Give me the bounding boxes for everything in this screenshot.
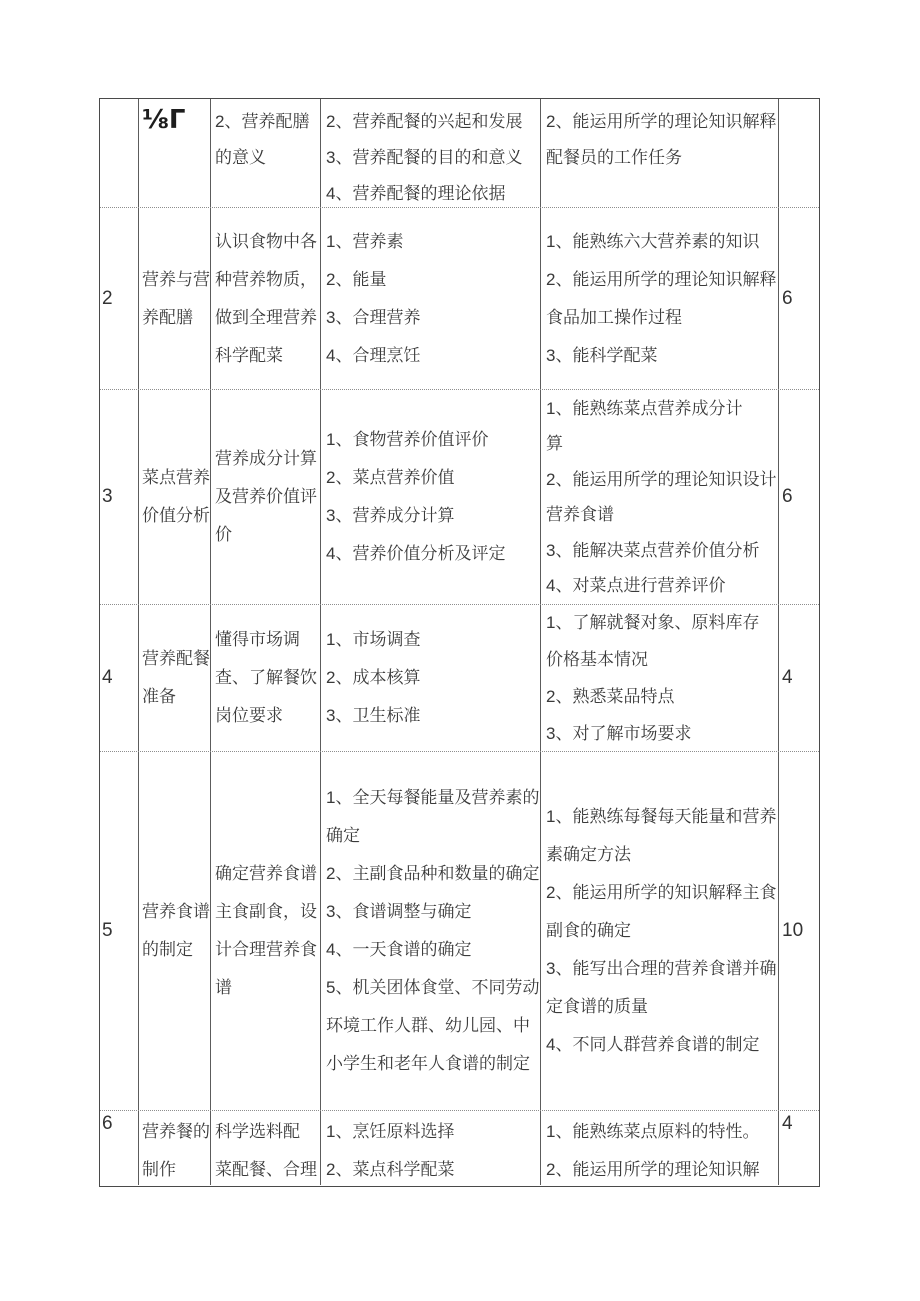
text-line: 食品加工操作过程 [546, 307, 682, 327]
cell-hours: 10 [782, 920, 804, 941]
text-line: 3、食谱调整与确定 [326, 902, 472, 921]
cell-ability-objectives [541, 208, 779, 389]
text-line: 的制定 [142, 940, 193, 959]
text-line: 1、烹饪原料选择 [326, 1122, 455, 1141]
text-line: 3、能写出合理的营养食谱并确 [546, 959, 777, 978]
text-line: 营养食谱 [142, 902, 210, 921]
text-line: 定食谱的质量 [546, 997, 648, 1016]
text-line: 谱 [215, 978, 232, 997]
table-row [100, 605, 819, 752]
table-row [100, 390, 819, 605]
text-line: 2、营养配膳 [215, 112, 310, 131]
cell-learning-goal [211, 390, 321, 604]
cell-ability-objectives [541, 605, 779, 751]
text-line: 4、一天食谱的确定 [326, 940, 472, 959]
text-line: 4、合理烹饪 [326, 345, 421, 365]
cell-unit-number: 5 [100, 752, 139, 1110]
cell-hours [779, 99, 819, 207]
cell-content-items [321, 752, 541, 1110]
text-line: 5、机关团体食堂、不同劳动 [326, 978, 540, 997]
text-line: 价 [215, 525, 232, 544]
text-line: 3、营养配餐的目的和意义 [326, 148, 523, 167]
text-line: 1、营养素 [326, 231, 404, 251]
text-line: 2、能量 [326, 269, 387, 289]
text-line: 懂得市场调 [215, 630, 300, 649]
text-line: ⅛Γ [142, 105, 186, 135]
text-line: 4、营养配餐的理论依据 [326, 184, 506, 203]
cell-hours: 4 [782, 667, 793, 688]
cell-learning-goal [211, 752, 321, 1110]
text-line: 价值分析 [142, 506, 210, 525]
cell-unit-title [139, 390, 211, 604]
cell-unit-title [139, 752, 211, 1110]
cell-hours: 6 [782, 486, 793, 507]
cell-hours: 4 [782, 1113, 793, 1134]
text-line: 菜配餐、合理 [215, 1160, 317, 1179]
text-line: 制作 [142, 1160, 176, 1179]
text-line: 2、菜点营养价值 [326, 468, 455, 487]
text-line: 科学配菜 [215, 345, 283, 365]
text-line: 2、菜点科学配菜 [326, 1160, 455, 1179]
text-line: 1、能熟练六大营养素的知识 [546, 231, 760, 251]
text-line: 环境工作人群、幼儿园、中 [326, 1016, 530, 1035]
cell-unit-number [100, 99, 139, 207]
text-line: 1、能熟练菜点营养成分计 [546, 398, 743, 418]
cell-learning-goal [211, 208, 321, 389]
text-line: 种营养物质， [215, 269, 317, 289]
text-line: 主食副食，设 [215, 902, 317, 921]
text-line: 确定营养食谱 [215, 864, 317, 883]
text-line: 4、营养价值分析及评定 [326, 544, 506, 563]
table-row [100, 208, 819, 390]
cell-content-items [321, 99, 541, 207]
cell-learning-goal [211, 1111, 321, 1185]
cell-hours: 6 [782, 287, 793, 309]
curriculum-table [99, 98, 820, 1187]
table-row [100, 752, 819, 1111]
text-line: 算 [546, 434, 563, 453]
text-line: 2、能运用所学的理论知识解释 [546, 269, 777, 289]
text-line: 及营养价值评 [215, 487, 317, 506]
text-line: 素确定方法 [546, 845, 631, 864]
text-line: 3、卫生标准 [326, 706, 421, 725]
text-line: 1、全天每餐能量及营养素的 [326, 788, 540, 807]
cell-ability-objectives [541, 752, 779, 1110]
cell-content-items [321, 208, 541, 389]
text-line: 2、能运用所学的理论知识解 [546, 1160, 760, 1179]
cell-content-items [321, 1111, 541, 1185]
text-line: 配餐员的工作任务 [546, 148, 682, 167]
cell-ability-objectives [541, 390, 779, 604]
text-line: 2、成本核算 [326, 668, 421, 687]
text-line: 小学生和老年人食谱的制定 [326, 1054, 530, 1073]
cell-content-items [321, 390, 541, 604]
text-line: 1、食物营养价值评价 [326, 430, 489, 449]
text-line: 2、能运用所学的理论知识设计 [546, 469, 777, 489]
cell-unit-title [139, 208, 211, 389]
text-line: 营养餐的 [142, 1122, 210, 1141]
text-line: 科学选料配 [215, 1122, 300, 1141]
cell-unit-title [139, 605, 211, 751]
cell-learning-goal [211, 605, 321, 751]
text-line: 计合理营养食 [215, 940, 317, 959]
text-line: 2、能运用所学的知识解释主食 [546, 883, 777, 902]
text-line: 2、营养配餐的兴起和发展 [326, 112, 523, 131]
text-line: 查、了解餐饮 [215, 668, 317, 687]
cell-unit-number: 2 [100, 208, 139, 389]
text-line: 2、能运用所学的理论知识解释 [546, 112, 777, 131]
cell-unit-number: 4 [100, 605, 139, 751]
text-line: 4、不同人群营养食谱的制定 [546, 1035, 760, 1054]
cell-learning-goal [211, 99, 321, 207]
text-line: 确定 [326, 826, 360, 845]
cell-ability-objectives [541, 1111, 779, 1185]
table-row [100, 99, 819, 208]
text-line: 3、能科学配菜 [546, 345, 658, 365]
text-line: 营养与营 [142, 269, 210, 289]
text-line: 营养配餐 [142, 649, 210, 668]
text-line: 2、熟悉菜品特点 [546, 687, 675, 706]
text-line: 1、市场调查 [326, 630, 421, 649]
text-line: 做到全理营养 [215, 307, 317, 327]
text-line: 岗位要求 [215, 706, 283, 725]
text-line: 的意义 [215, 148, 266, 167]
text-line: 3、营养成分计算 [326, 506, 455, 525]
cell-content-items [321, 605, 541, 751]
text-line: 营养食谱 [546, 505, 614, 524]
text-line: 3、对了解市场要求 [546, 724, 692, 743]
text-line: 菜点营养 [142, 468, 210, 487]
text-line: 营养成分计算 [215, 449, 317, 468]
text-line: 3、合理营养 [326, 307, 421, 327]
cell-unit-title [139, 1111, 211, 1185]
text-line: 4、对菜点进行营养评价 [546, 576, 726, 595]
cell-unit-title [139, 99, 211, 207]
text-line: 养配膳 [142, 307, 193, 327]
text-line: 副食的确定 [546, 921, 631, 940]
cell-ability-objectives [541, 99, 779, 207]
text-line: 准备 [142, 687, 176, 706]
table-row [100, 1111, 819, 1185]
cell-unit-number: 3 [100, 390, 139, 604]
text-line: 1、能熟练菜点原料的特性。 [546, 1122, 760, 1141]
cell-unit-number: 6 [100, 1111, 139, 1185]
text-line: 认识食物中各 [215, 231, 317, 251]
text-line: 价格基本情况 [546, 650, 648, 669]
text-line: 3、能解决菜点营养价值分析 [546, 540, 760, 560]
text-line: 2、主副食品种和数量的确定 [326, 864, 540, 883]
text-line: 1、了解就餐对象、原料库存 [546, 613, 760, 632]
text-line: 1、能熟练每餐每天能量和营养 [546, 807, 777, 826]
